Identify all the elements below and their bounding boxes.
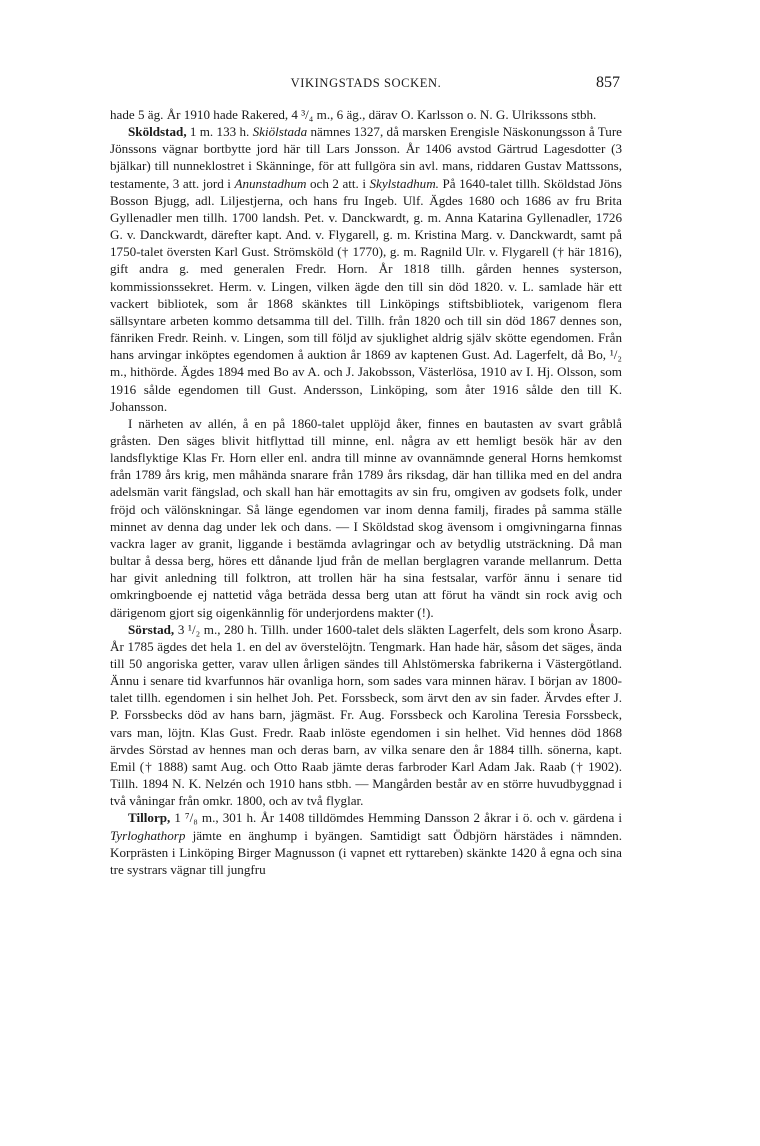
paragraph-text: I närheten av allén, å en på 1860-talet upplöjd åker, finnes en bautasten av svart gråblå gråsten. Den säges blivit hitflyttad till minne, enl. några av ett hemligt besök här av den landsflyktige Klas Fr. Horn eller enl. andra till minne av ovannämnde general Horns hemkomst från 1789 års krig, men måhända snarare från 1789 års riksdag, där han tillika med en del andra adelsmän varit fängslad, och skall han här emottagits av sin fru, omgiven av godsets folk, under fröjd och välönskningar. Så länge egendomen var inom denna familj, firades på samma ställe minnet av denna dag under lek och dans. — I Sköldstad skog ävensom i omgivningarna finnas vackra lager av granit, liggande i bestämda avlagringar och av betydlig utsträckning. Då man bultar å dessa berg, höres ett dånande ljud från de mellan berglagren varande mellanrum. Detta har givit anledning till folktron, att trollen här ha sina festsalar, varför ännu i senare tid omkringboende ej nattetid våga beträda dessa berg utan att förut ha vändt sin rock avig och därigenom gjort sig oigenkännlig för underjordens makter (!). [110,415,622,620]
paragraph-text: 1 m. 133 h. [186,124,253,140]
paragraph-bautasten [110,415,622,621]
running-head [110,74,622,94]
paragraph-skoldstad [110,123,622,415]
paragraph-tillorp [110,809,622,878]
italic-text: Skiölstada [252,124,308,140]
page-number: 857 [596,74,620,91]
place-name: Sörstad, [128,621,175,637]
place-name: Sköldstad, [128,124,187,140]
paragraph-text: och 2 att. i [306,175,370,191]
paragraph-text: 1 ⁷/₈ m., 301 h. År 1408 tilldömdes Hemming Dansson 2 åkrar i ö. och v. gärdena i [170,810,622,826]
paragraph-text: jämte en änghump i byängen. Samtidigt satt Ödbjörn härstädes i nämnden. Korprästen i Linköping Birger Magnusson (i vapnet ett ryttareben) skänkte 1420 å egna och sina tre systrars vägnar till jungfru [110,827,622,877]
paragraph-rakered [110,106,622,123]
paragraph-text: 3 ¹/₂ m., 280 h. Tillh. under 1600-talet dels släkten Lagerfelt, dels som krono Åsarp. År 1785 ägdes det hela 1. en del av överstelöjtn. Tengmark. Han hade här, såsom det säges, ända till 50 angoriska getter, varav ullen årligen sändes till Ahlstömerska fabrikerna i Västergötland. Ännu i senare tid kvarfunnos här ovanliga horn, som sades vara minnen härav. I början av 1800-talet tillh. egendomen i sin helhet Joh. Pet. Forssbeck, som ärvt den av sin fader. Ärvdes efter J. P. Forssbecks död av hans barn, jägmäst. Fr. Aug. Forssbeck och Karolina Teresia Forssbeck, vars man, löjtn. Klas Gust. Fredr. Raab inlöste egendomen i sin helhet. Vid hennes död 1868 ärvdes Sörstad av hennes man och deras barn, av vilka senare den år 1884 tillh. sönerna, kapt. Emil († 1888) samt Aug. och Otto Raab jämte deras farbroder Karl Adam Jak. Raab († 1902). Tillh. 1894 N. K. Nelzén och 1910 hans stbh. — Mangården består av en större huvudbyggnad i två våningar från omkr. 1800, och av två flyglar. [110,621,622,809]
paragraph-text: På 1640-talet tillh. Sköldstad Jöns Bosson Bjugg, adl. Liljestjerna, och hans fru Ingeb. Ulf. Ägdes 1680 och 1686 av fru Brita Gyllenadler men tillh. 1700 landsh. Pet. v. Danckwardt, g. m. Anna Katarina Gyllenadler, 1726 G. v. Danckwardt, därefter kapt. And. v. Flygarell, g. m. Kristina Marg. v. Danckwardt, samt på 1750-talet översten Karl Gust. Strömsköld († 1770), g. m. Ragnild Ulr. v. Flygarell († här 1816), gift andra g. med generalen Fredr. Horn. År 1818 tillh. gården hennes systerson, kommissionssekret. Herm. v. Lingen, vilken ägde den till sin död 1820. v. L. samlade här ett vackert bibliotek, som år 1868 skänktes till Linköpings stiftsbibliotek, varigenom flera sällsyntare arbeten kommo detsamma till del. Tillh. från 1820 och till sin död 1867 dennes son, fänriken Fredr. Reinh. v. Lingen, som till följd av sjuklighet aldrig själv skötte egendomen. Från hans arvingar inköptes egendomen å auktion år 1869 av kaptenen Gust. Ad. Lagerfelt, då Bo, ¹/₂ m., hithörde. Ägdes 1894 med Bo av A. och J. Jakobsson, Västerlösa, 1910 av I. Hj. Olsson, som 1916 sålde egendomen till Gust. Andersson, Linköping, som åter 1916 sålde den till K. Johansson. [110,175,622,414]
paragraph-sorstad [110,621,622,810]
place-name: Tillorp, [128,810,171,826]
italic-text: Anunstadhum [234,175,307,191]
running-title: VIKINGSTADS SOCKEN. [290,76,442,90]
paragraph-text: hade 5 äg. År 1910 hade Rakered, 4 ³/₄ m., 6 äg., därav O. Karlsson o. N. G. Ulrikssons stbh. [110,107,597,122]
italic-text: Tyrloghathorp [110,827,186,843]
paragraph-text: nämnes 1327, då marsken Erengisle Näskonungsson å Ture Jönssons vägnar bortbytte jord här till Lars Jonsson. År 1406 avstod Gärtrud Lagesdotter (3 bjälkar) till nunneklostret i Skänninge, för att fullgöra sin avl. mans, riddaren Gustav Mattssons, testamente, 3 att. jord i [110,124,622,191]
italic-text: Skylstadhum. [369,175,439,191]
body-text [110,106,622,878]
